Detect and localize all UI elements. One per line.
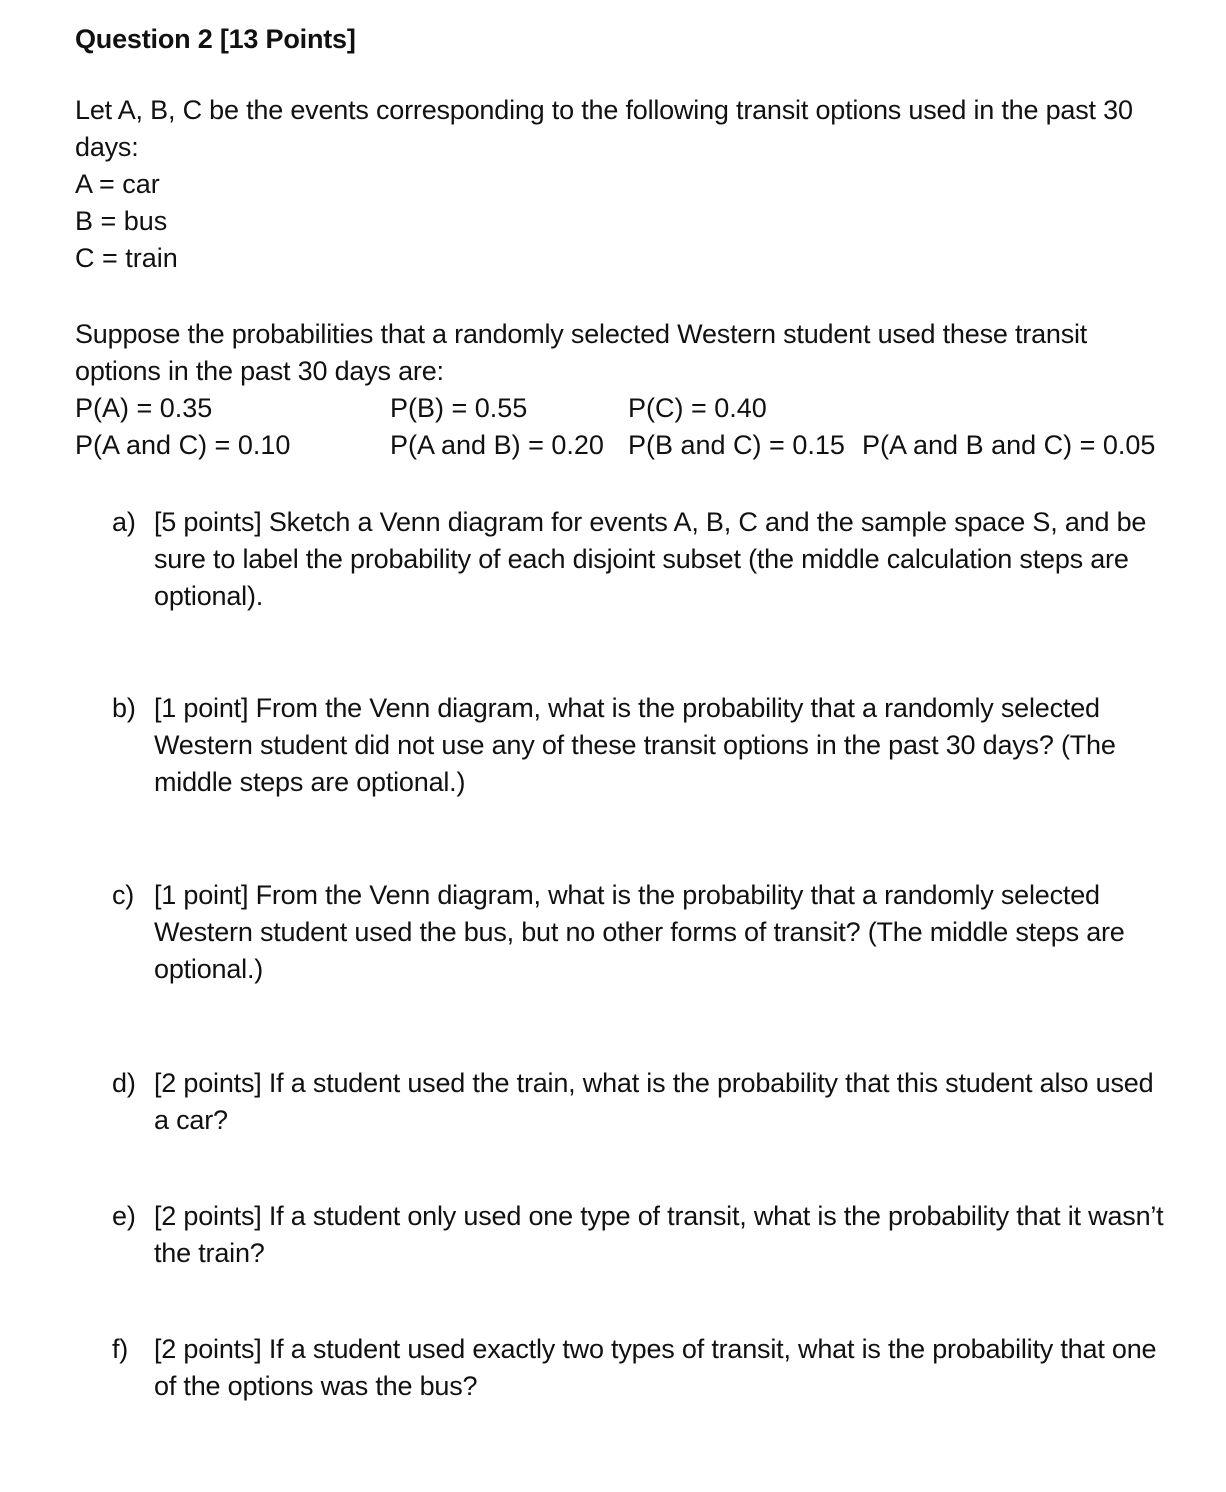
question-c — [112, 877, 1172, 988]
question-text: [1 point] From the Venn diagram, what is the probability that a randomly selected Western student did not use any of these transit options in the past 30 days? (The middle steps are optional.) — [154, 693, 1116, 797]
question-letter: b) — [112, 693, 136, 723]
question-text: [2 points] If a student used the train, what is the probability that this student also used a car? — [154, 1068, 1154, 1135]
prob-b: P(B) = 0.55 — [390, 393, 528, 423]
question-d — [112, 1065, 1172, 1139]
question-f — [112, 1331, 1172, 1405]
question-b — [112, 690, 1172, 801]
question-text: [5 points] Sketch a Venn diagram for events A, B, C and the sample space S, and be sure to label the probability of each disjoint subset (the middle calculation steps are optional). — [154, 507, 1147, 611]
question-letter: d) — [112, 1068, 136, 1098]
prob-b-and-c: P(B and C) = 0.15 — [628, 430, 845, 460]
prob-c: P(C) = 0.40 — [628, 393, 767, 423]
question-text: [1 point] From the Venn diagram, what is the probability that a randomly selected Western student used the bus, but no other forms of transit? (The middle steps are optional.) — [154, 880, 1125, 984]
question-letter: e) — [112, 1201, 136, 1231]
question-e — [112, 1198, 1172, 1272]
question-letter: c) — [112, 880, 135, 910]
probabilities-intro: Suppose the probabilities that a randomly selected Western student used these transit options in the past 30 days are: — [75, 319, 1088, 386]
event-c-definition: C = train — [75, 243, 178, 273]
question-a — [112, 504, 1172, 615]
question-title: Question 2 [13 Points] — [75, 24, 356, 54]
question-letter: f) — [112, 1334, 129, 1364]
prob-a-and-b: P(A and B) = 0.20 — [390, 430, 604, 460]
prob-a-and-b-and-c: P(A and B and C) = 0.05 — [862, 430, 1156, 460]
question-text: [2 points] If a student used exactly two types of transit, what is the probability that one of the options was the bus? — [154, 1334, 1157, 1401]
intro-paragraph: Let A, B, C be the events corresponding to the following transit options used in the past 30 days: — [75, 95, 1133, 162]
question-letter: a) — [112, 507, 136, 537]
question-text: [2 points] If a student only used one type of transit, what is the probability that it wasn’t the train? — [154, 1201, 1164, 1268]
event-a-definition: A = car — [75, 169, 160, 199]
prob-a: P(A) = 0.35 — [75, 393, 213, 423]
prob-a-and-c: P(A and C) = 0.10 — [75, 430, 291, 460]
event-b-definition: B = bus — [75, 206, 168, 236]
